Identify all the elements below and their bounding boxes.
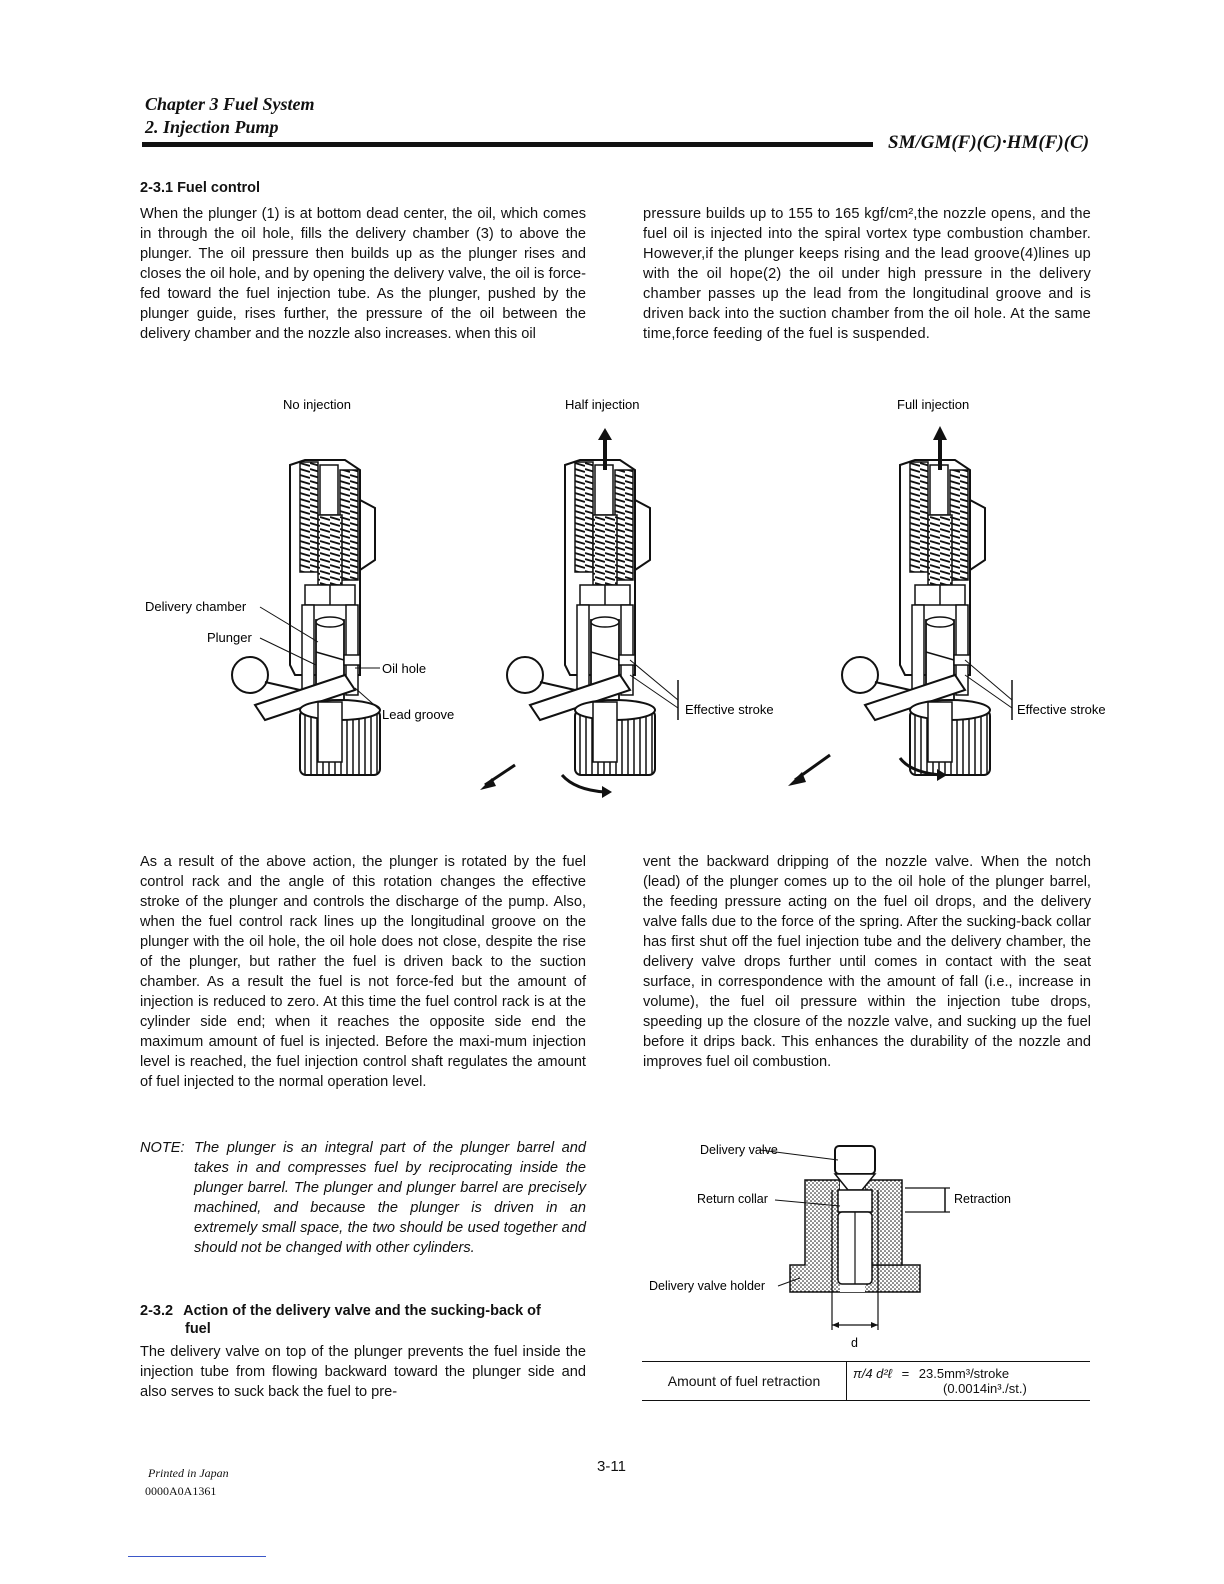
pump-full-injection (842, 460, 990, 775)
section-title: 2. Injection Pump (145, 117, 279, 137)
plunger-rotation-col1 (140, 852, 586, 1092)
footer-printed: Printed in Japan (148, 1466, 229, 1480)
label-full-injection: Full injection (897, 397, 970, 412)
note-label: NOTE: (140, 1140, 185, 1156)
label-oil-hole: Oil hole (382, 661, 427, 676)
label-delivery-chamber: Delivery chamber (145, 599, 247, 614)
heading-number: 2-3.2 (140, 1303, 174, 1319)
arrow-rotate-half-curve (562, 775, 605, 792)
pump-half-injection (507, 460, 655, 775)
dimension-d-arrow-right (871, 1322, 878, 1328)
retraction-table (642, 1361, 1090, 1401)
label-effective-stroke-full: Effective stroke (1017, 702, 1106, 717)
delivery-valve-text-2: vent the backward dripping of the nozzle valve. When the notch (lead) of the plunger comes up to the oil hole of the plunger barrel, the feeding pressure acting on the fuel oil drops, and the delivery valve falls due to the force of the spring. After the sucking-back collar has first shut off the fuel injection tube and the delivery chamber, the delivery valve drops further until comes in contact with the seat surface, in correspondence with the amount of fall (i.e., increase in volume), the fuel oil pressure within the injection tube drops, speeding up the closure of the nozzle valve, and sucking up the fuel before it drips back. This enhances the durability of the nozzle and improves fuel oil combustion. (643, 854, 1091, 1070)
fuel-control-col2 (643, 204, 1091, 344)
note-text: The plunger is an integral part of the plunger barrel and takes in and compresses fuel by reciprocating inside the plunger barrel. The plunger and plunger barrel are precisely machined, and because the plunger is driven in an extremely small space, the two should be used together and should not be changed with other cylinders. (194, 1140, 586, 1256)
footer-code: 0000A0A1361 (145, 1484, 217, 1498)
heading-line2: fuel (185, 1321, 211, 1337)
delivery-valve-col2 (643, 852, 1091, 1072)
model-code: SM/GM(F)(C)·HM(F)(C) (888, 132, 1090, 153)
retraction-value-metric: 23.5mm³/stroke (918, 1366, 1010, 1381)
retraction-formula: π/4 d²ℓ (853, 1366, 892, 1381)
retraction-value-cell (847, 1362, 1091, 1401)
delivery-valve-text: The delivery valve on top of the plunger prevents the fuel inside the injection tube from flowing backward toward the plunger side and also serves to suck back the fuel to pre- (140, 1344, 586, 1400)
note-block (140, 1138, 586, 1256)
retraction-equals: = (901, 1366, 910, 1381)
label-delivery-valve: Delivery valve (700, 1143, 778, 1157)
label-delivery-valve-holder: Delivery valve holder (649, 1279, 766, 1293)
section-heading-fuel-control: 2-3.1 Fuel control (140, 180, 261, 196)
fuel-control-text-1: When the plunger (1) is at bottom dead center, the oil, which comes in through the oil hole, fills the delivery chamber (3) to above the plunger. The oil pressure then builds up as the plunger rises and closes the oil hole, and by opening the delivery valve, the oil is force-fed toward the fuel injection tube. As the plunger, pushed by the plunger guide, rises further, the pressure of the oil between the delivery chamber and the nozzle also increases. when this oil (140, 206, 586, 342)
page-number: 3-11 (597, 1458, 626, 1475)
delivery-valve-body (140, 1342, 586, 1402)
label-half-injection: Half injection (565, 397, 640, 412)
fuel-control-text-2: pressure builds up to 155 to 165 kgf/cm²,the nozzle opens, and the fuel oil is injected into the spiral vortex type combustion chamber. However,if the plunger keeps rising and the lead groove(4)lines up with the oil hope(2) the oil under high pressure in the delivery chamber passes up the lead from the longitudinal groove and is driven back into the suction chamber from the oil hole. At the same time,force feeding of the fuel is suspended. (643, 206, 1091, 342)
footer-divider (128, 1556, 266, 1557)
injection-pump-figure (130, 390, 1130, 810)
retraction-value-imperial: (0.0014in³./st.) (943, 1381, 1027, 1396)
table-row (642, 1362, 1090, 1401)
fuel-control-col1 (140, 204, 586, 344)
arrow-rotate-half-icon (602, 786, 612, 798)
delivery-valve-figure (640, 1130, 1090, 1360)
label-d: d (851, 1336, 858, 1350)
retraction-label-cell (642, 1362, 847, 1401)
label-return-collar: Return collar (697, 1192, 768, 1206)
plunger-rotation-text: As a result of the above action, the plunger is rotated by the fuel control rack and the angle of this rotation changes the effective stroke of the plunger and controls the discharge of the pump. Also, when the fuel control rack lines up the longitudinal groove on the plunger with the oil hole, the oil hole does not close, despite the rise of the plunger, but rather the fuel is driven back to the suction chamber. As a result the fuel is not force-fed but the amount of injection is reduced to zero. At this time the fuel control rack is at the cylinder side end; when it reaches the opposite side end the maximum amount of fuel is injected. Before the maxi-mum injection level is reached, the fuel injection control shaft regulates the amount of fuel injected to the normal operation level. (140, 854, 586, 1090)
label-plunger: Plunger (207, 630, 252, 645)
arrow-up-full-icon (933, 426, 947, 440)
label-lead-groove: Lead groove (382, 707, 455, 722)
dimension-d-arrow-left (832, 1322, 839, 1328)
pump-no-injection (232, 460, 380, 775)
header-rule (142, 142, 873, 147)
section-heading-delivery-valve (140, 1302, 590, 1338)
label-effective-stroke-half: Effective stroke (685, 702, 774, 717)
label-retraction: Retraction (954, 1192, 1011, 1206)
retraction-label: Amount of fuel retraction (667, 1373, 821, 1389)
label-no-injection: No injection (283, 397, 351, 412)
chapter-title: Chapter 3 Fuel System (145, 94, 315, 114)
heading-line1: Action of the delivery valve and the sucking-back of (183, 1303, 541, 1319)
arrow-up-half-icon (598, 428, 612, 440)
